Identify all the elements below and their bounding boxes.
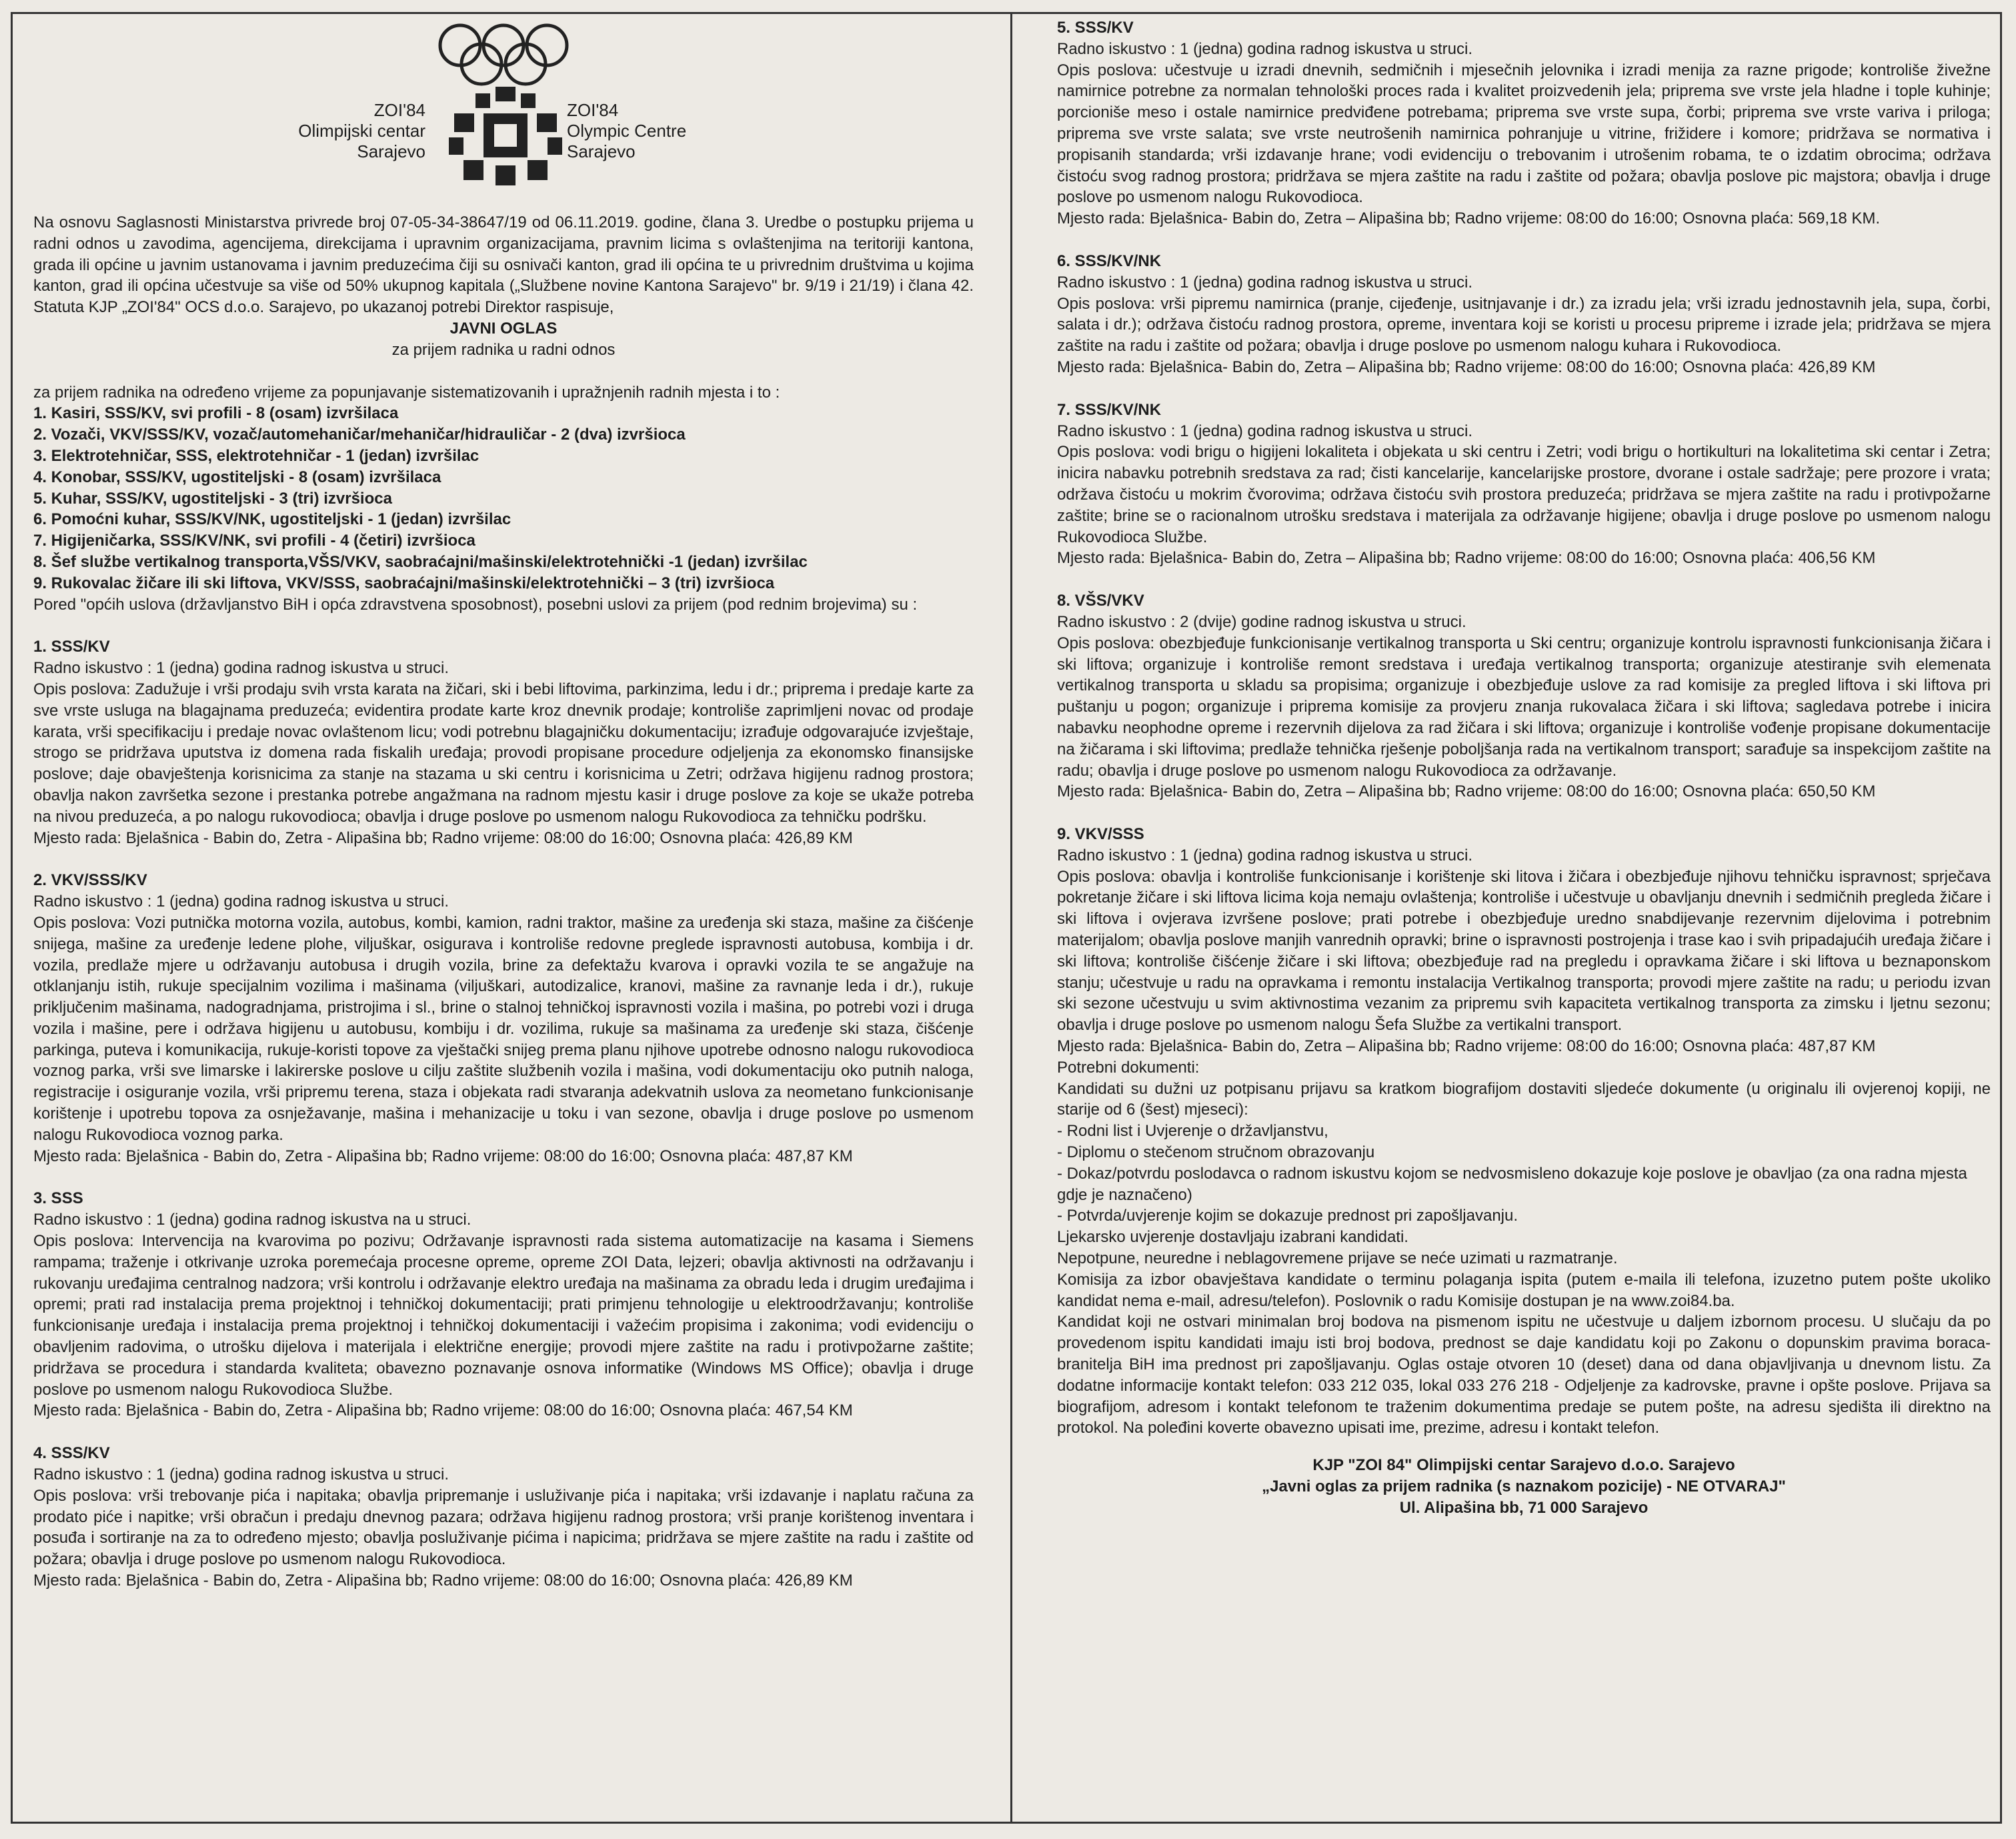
notice-subtitle: za prijem radnika u radni odnos bbox=[391, 340, 616, 359]
section-description: Opis poslova: vrši trebovanje pića i napitaka; obavlja pripremanje i usluživanje pića i napitaka; vrši izdavanje i naplatu računa za prodato piće i napitke; vrši obračun i predaju dnevnog pazara; održava higijenu radnog prostora; vrši pranje korištenog inventara i posuđa i sortiranje na za to određeno mjesto; obavlja posluživanje pićima i napicima; pridržava se mjere zaštite na radu i zaštite od požara; obavlja i druge poslove po usmenom nalogu Rukovodioca. bbox=[33, 1486, 974, 1569]
section-description: Opis poslova: Zadužuje i vrši prodaju svih vrsta karata na žičari, ski i bebi liftovima, parkinzima, ledu i dr.; priprema i predaje karte za sve vrste usluga na blagajnama preduzeća; evidentira prodate karte kroz dnevnik prodaje; kontroliše zaprimljeni novac od prodaje karata, vrši specifikaciju i predaje novac ovlaštenom licu; vodi potrebnu blagajničku dokumentaciju; izrađuje odgovarajuće izvještaje, strogo se pridržava uputstva iz domena rada fiskalih uređaja; provodi propisane procedure odjeljenja za ekonomsko finansijske poslove; daje obavještenja korisnicima za stanje na stazama u ski centru i korisnicima u Zetri; održava higijenu radnog prostora; obavlja nakon završetka sezone i prestanka potrebe angažmana na radnom mjestu kasir i druge poslove za koje se ukaže potreba na nivou preduzeća, a po nalogu rukovodioca; obavlja i druge poslove po usmenom nalogu Rukovodioca za tehničku podršku. bbox=[33, 680, 974, 826]
documents-list bbox=[1057, 1121, 1991, 1227]
section-experience: Radno iskustvo : 1 (jedna) godina radnog iskustva u struci. bbox=[33, 659, 449, 678]
section-experience: Radno iskustvo : 1 (jedna) godina radnog iskustva u struci. bbox=[1057, 273, 1473, 291]
org-line: ZOI'84 bbox=[567, 100, 619, 120]
position-item: 2. Vozači, VKV/SSS/KV, vozač/automehaničar/mehaničar/hidrauličar - 2 (dva) izvršioca bbox=[33, 426, 686, 444]
document-item: - Potvrda/uvjerenje kojim se dokazuje prednost pri zapošljavanju. bbox=[1057, 1207, 1519, 1225]
section-title: 5. SSS/KV bbox=[1057, 19, 1134, 37]
section-7 bbox=[1057, 400, 1991, 569]
org-line: Sarajevo bbox=[567, 141, 636, 161]
section-title: 9. VKV/SSS bbox=[1057, 825, 1144, 844]
org-line: Sarajevo bbox=[357, 141, 425, 161]
section-title: 4. SSS/KV bbox=[33, 1444, 110, 1463]
position-item: 3. Elektrotehničar, SSS, elektrotehničar - 1 (jedan) izvršilac bbox=[33, 446, 479, 465]
section-experience: Radno iskustvo : 1 (jedna) godina radnog iskustva u struci. bbox=[1057, 846, 1473, 864]
section-experience: Radno iskustvo : 2 (dvije) godine radnog iskustva u struci. bbox=[1057, 612, 1466, 631]
return-address bbox=[1057, 1455, 1991, 1519]
document-item: - Diplomu o stečenom stručnom obrazovanju bbox=[1057, 1143, 1375, 1162]
section-location: Mjesto rada: Bjelašnica- Babin do, Zetra – Alipašina bb; Radno vrijeme: 08:00 do 16:00; Osnovna plaća: 650,50 KM bbox=[1057, 782, 1876, 801]
documents-heading: Potrebni dokumenti: bbox=[1057, 1058, 1200, 1077]
positions-list bbox=[33, 403, 974, 594]
position-item: 5. Kuhar, SSS/KV, ugostiteljski - 3 (tri) izvršioca bbox=[33, 489, 392, 508]
footer-line: „Javni oglas za prijem radnika (s naznakom pozicije) - NE OTVARAJ" bbox=[1262, 1477, 1786, 1496]
section-title: 6. SSS/KV/NK bbox=[1057, 251, 1162, 270]
section-4 bbox=[33, 1443, 974, 1592]
intro-paragraph: Na osnovu Saglasnosti Ministarstva privrede broj 07-05-34-38647/19 od 06.11.2019. godine, člana 3. Uredbe o postupku prijema u radni odnos u zavodima, agencijema, direkcijama i upravnim organizacijama, pravnim licima s ovlaštenjima na teritoriji kantona, grada ili općine u javnim ustanovama i javnim preduzećima čiji su osnivači kanton, grad ili općina te u privrednim društvima u kojima kanton, grad ili općina učestvuje sa više od 50% ukupnog kapitala („Službene novine Kantona Sarajevo" br. 9/19 i 21/19) i člana 42. Statuta KJP „ZOI'84" OCS d.o.o. Sarajevo, po ukazanoj potrebi Direktor raspisuje, bbox=[33, 213, 974, 317]
section-location: Mjesto rada: Bjelašnica- Babin do, Zetra – Alipašina bb; Radno vrijeme: 08:00 do 16:00; Osnovna plaća: 569,18 KM. bbox=[1057, 209, 1881, 228]
section-3 bbox=[33, 1188, 974, 1421]
document-item: - Dokaz/potvrdu poslodavca o radnom iskustvu kojom se nedvosmisleno dokazuje koje poslove je obavljao (za ona radna mjesta gdje je naznačeno) bbox=[1057, 1164, 1967, 1204]
section-description: Opis poslova: Vozi putnička motorna vozila, autobus, kombi, kamion, radni traktor, mašine za uređenja ski staza, mašine za čišćenje snijega, mašine za uređenje ledene plohe, viljuškar, osigurava i kontroliše redovne preglede ispravnosti autobusa, kombija i dr. vozila, predlaže mjere u održavanju autobusa i drugih vozila, brine za defektažu kvarova i opravki vozila te se angažuje na otklanjanju istih, rukuje specijalnim vozilima i mašinama (viljuškari, autodizalice, kranovi, mašine za ravnanje leda i dr.), rukuje priključenim mašinama, nadogradnjama, pristrojima i sl., brine o stalnoj tehničkoj ispravnosti vozila i mašina, po potrebi vozi i druga vozila i mašine, pere i održava higijenu u autobusu, kombiju i dr. vozilima, rukuje sa mašinama za uređenje ski staza, čišćenje parkinga, puteva i komunikacija, rukuje-koristi topove za vještački snijeg prema planu njihove upotrebe odnosno nalogu rukovodioca voznog parka, vrši sve limarske i lakirerske poslove u cilju zaštite službenih vozila i mašina, vodi dokumentaciju oko putnih naloga, registracije i osiguranje vozila, vrši pripremu terena, staza i objekata radi stvaranja adekvatnih uslova za neometano funkcionisanje korištenje i upotrebu topova za osnježavanje, mašina i mehanizacije u toku i van sezone, obavlja i druge poslove po usmenom nalogu Rukovodioca voznog parka. bbox=[33, 913, 974, 1144]
position-item: 1. Kasiri, SSS/KV, svi profili - 8 (osam) izvršilaca bbox=[33, 404, 399, 423]
footer-line: KJP "ZOI 84" Olimpijski centar Sarajevo d.o.o. Sarajevo bbox=[1312, 1456, 1735, 1475]
letterhead bbox=[33, 20, 974, 187]
conditions-text: Pored "općih uslova (državljanstvo BiH i opća zdravstvena sposobnost), posebni uslovi za prijem (pod rednim brojevima) su : bbox=[33, 595, 918, 614]
position-item: 6. Pomoćni kuhar, SSS/KV/NK, ugostiteljski - 1 (jedan) izvršilac bbox=[33, 510, 512, 529]
position-item: 7. Higijeničarka, SSS/KV/NK, svi profili - 4 (četiri) izvršioca bbox=[33, 532, 475, 550]
section-title: 3. SSS bbox=[33, 1189, 83, 1208]
section-6 bbox=[1057, 251, 1991, 378]
section-1 bbox=[33, 636, 974, 848]
section-experience: Radno iskustvo : 1 (jedna) godina radnog iskustva u struci. bbox=[33, 892, 449, 911]
document-item: - Rodni list i Uvjerenje o državljanstvu, bbox=[1057, 1122, 1328, 1141]
column-divider bbox=[1010, 12, 1012, 1824]
org-name-local bbox=[252, 100, 425, 162]
org-line: ZOI'84 bbox=[373, 100, 425, 120]
section-title: 2. VKV/SSS/KV bbox=[33, 871, 147, 890]
section-8 bbox=[1057, 590, 1991, 802]
section-description: Opis poslova: vodi brigu o higijeni lokaliteta i objekata u ski centru i Zetri; vodi brigu o hortikulturi na lokalitetima ski centar i Zetra; inicira nabavku potrebnih sredstava za rad; čisti kancelarije, kancelarijske prostore, dvorane i ostale sadržaje; pere prozore i vrata; održava čistoću u mokrim čvorovima; održava čistoću svih prostora preduzeća; pridržava se mjera zaštite na radu i protivpožarne zaštite; brine se o racionalnom utrošku sredstava i materijala za održavanje higijene; obavlja i druge poslove po usmenom nalogu Rukovodioca Službe. bbox=[1057, 443, 1991, 546]
section-location: Mjesto rada: Bjelašnica- Babin do, Zetra – Alipašina bb; Radno vrijeme: 08:00 do 16:00; Osnovna plaća: 426,89 KM bbox=[1057, 358, 1876, 376]
section-2 bbox=[33, 870, 974, 1167]
right-flow bbox=[1057, 17, 1991, 1519]
footer-line: Ul. Alipašina bb, 71 000 Sarajevo bbox=[1399, 1499, 1649, 1517]
section-location: Mjesto rada: Bjelašnica - Babin do, Zetra - Alipašina bb; Radno vrijeme: 08:00 do 16:00; Osnovna plaća: 487,87 KM bbox=[33, 1147, 853, 1165]
section-location: Mjesto rada: Bjelašnica - Babin do, Zetra - Alipašina bb; Radno vrijeme: 08:00 do 16:00; Osnovna plaća: 467,54 KM bbox=[33, 1401, 853, 1420]
section-description: Opis poslova: Intervencija na kvarovima po pozivu; Održavanje ispravnosti rada sistema automatizacije na kasama i Siemens rampama; traženje i otkrivanje uzroka poremećaja procesne opreme, opreme ZOI Data, lejzeri; obavlja aktivnosti na održavanju i rukovanju uređajima centralnog nadzora; vrši kontrolu i održavanje elektro uređaja na mašinama za obradu leda i drugim uređajima i opremi; prati rad instalacija prema projektnoj i tehničkoj dokumentaciji; prati primjenu tehnologije u elektroodržavanju; kontroliše funkcionisanje uređaja i instalacija prema projektnoj i tehničkoj dokumentaciji i važećim propisima i zakonima; vodi evidenciju o obavljenim radovima, o utrošku dijelova i materijala i električne energije; provodi mjere zaštite na radu i protivpožarne zaštite; pridržava se procedura i standarda kvaliteta; obavezno poznavanje osnova informatike (Windows MS Office); obavlja i druge poslove po usmenom nalogu Rukovodioca Službe. bbox=[33, 1232, 974, 1399]
positions-intro: za prijem radnika na određeno vrijeme za popunjavanje sistematizovanih i upražnjenih radnih mjesta i to : bbox=[33, 383, 780, 402]
section-9 bbox=[1057, 824, 1991, 1057]
olympic-rings-icon bbox=[433, 20, 574, 87]
section-description: Opis poslova: vrši pipremu namirnica (pranje, cijeđenje, usitnjavanje i dr.) za izradu jela; vrši izradu jednostavnih jela, supa, čorbi, salata i dr.); održava čistoću radnog prostora, opreme, inventara koji se koristi u procesu pripreme i izrade jela; pridržava se mjera zaštite na radu i zaštite od požara; obavlja i druge poslove po usmenom nalogu kuhara i Rukovodioca. bbox=[1057, 294, 1991, 356]
document-note: Komisija za izbor obavještava kandidate o terminu polaganja ispita (putem e-maila ili telefona, izuzetno putem pošte ukoliko kandidat nema e-mail, adresu/telefon). Poslovnik o radu Komisije dostupan je na www.zoi84.ba. bbox=[1057, 1270, 1991, 1310]
section-experience: Radno iskustvo : 1 (jedna) godina radnog iskustva u struci. bbox=[1057, 39, 1473, 58]
documents-block bbox=[1057, 1057, 1991, 1439]
position-item: 9. Rukovalac žičare ili ski liftova, VKV/SSS, saobraćajni/mašinski/elektrotehnički – 3 (tri) izvršioca bbox=[33, 574, 775, 592]
sarajevo84-emblem-icon bbox=[449, 87, 562, 187]
document-note: Kandidat koji ne ostvari minimalan broj bodova na pismenom ispitu ne učestvuje u daljem izbornom procesu. U slučaju da po provedenom ispitu kandidati imaju isti broj bodova, prednost se daje kandidatu koji po Zakonu o dopunskim pravima boraca-branitelja BiH ima prednost pri zapošljavanju. Oglas ostaje otvoren 10 (deset) dana od dana objavljivanja u dnevnom listu. Za dodatne informacije kontakt telefon: 033 212 035, lokal 033 276 218 - Odjeljenje za kadrovske, pravne i opšte poslove. Prijava sa biografijom, adresom i kontakt telefonom te traženim dokumentima predaje se putem pošte, na adresu sjedišta ili direktno na protokol. Na poleđini koverte obavezno upisati ime, prezime, adresu i kontakt telefon. bbox=[1057, 1313, 1991, 1437]
section-description: Opis poslova: obezbjeđuje funkcionisanje vertikalnog transporta u Ski centru; organizuje kontrolu ispravnosti funkcionisanja žičara i ski liftova; organizuje i kontroliše remont sredstava i uređaja vertikalnog transporta; organizuje atestiranje svih elemenata vertikalnog transporta u skladu sa propisima; organizuje i obezbjeđuje uslove za rad komisije za pregled liftova i ski liftova pri puštanju u pogon; organizuje i priprema komisije za provjeru znanja rukovalaca žičara i ski liftova; sagledava potrebe i inicira nabavku neophodne opreme i rezervnih dijelova za rad žičara i ski liftova; organizuje i kontroliše vođenje propisane dokumentacije na žičarama i ski liftovima; predlaže tehnička rješenje poboljšanja rada na vertikalnom transport; sarađuje sa inspekcijom zaštite na radu; obavlja i druge poslove po usmenom nalogu Rukovodioca za održavanje. bbox=[1057, 634, 1991, 780]
position-item: 8. Šef službe vertikalnog transporta,VŠS/VKV, saobraćajni/mašinski/elektrotehnički -1 (jedan) izvršilac bbox=[33, 552, 808, 571]
section-description: Opis poslova: obavlja i kontroliše funkcionisanje i korištenje ski litova i žičara i obezbjeđuje njihovu tehničku ispravnost; sprječava pokretanje žičare i ski liftova licima koja nemaju ovlaštenja; kontroliše i učestvuje u obavljanju dnevnih i sedmičnih pregleda žičare i ski liftova i ovjerava izvršene poslove; prati potrebe i obezbjeđuje uredno snabdijevanje rezervnim dijelovima i potrebnim materijalom; obavlja poslove manjih vanrednih opravki; brine o ispravnosti postrojenja i trase kao i svih pripadajućih uređaja žičare i ski liftova; kontroliše čišćenje žičare i ski liftova; obezbjeđuje rad na pregledu i opravkama žičare i ski liftova u beznaponskom stanju; učestvuje u radu na opravkama i remontu instalacija Vertikalnog transporta; provodi mjere zaštite na radu; u periodu izvan ski sezone učestvuju u svim aktivnostima vezanim za pripremu svih kapaciteta vertikalnog transporta za zimsku i ljetnu sezonu; obavlja i druge poslove po usmenom nalogu Šefa Službe za vertikalni transport. bbox=[1057, 867, 1991, 1035]
section-title: 7. SSS/KV/NK bbox=[1057, 400, 1162, 419]
org-name-english bbox=[567, 100, 740, 162]
position-item: 4. Konobar, SSS/KV, ugostiteljski - 8 (osam) izvršilaca bbox=[33, 468, 441, 486]
org-line: Olympic Centre bbox=[567, 121, 687, 141]
intro-block bbox=[33, 212, 974, 1592]
section-experience: Radno iskustvo : 1 (jedna) godina radnog iskustva u struci. bbox=[33, 1465, 449, 1484]
org-line: Olimpijski centar bbox=[298, 121, 425, 141]
document-note: Ljekarsko uvjerenje dostavljaju izabrani kandidati. bbox=[1057, 1228, 1408, 1247]
section-experience: Radno iskustvo : 1 (jedna) godina radnog iskustva u struci. bbox=[1057, 422, 1473, 440]
documents-intro: Kandidati su dužni uz potpisanu prijavu sa kratkom biografijom dostaviti sljedeće dokumente (u originalu ili ovjerenoj kopiji, ne starije od 6 (šest) mjeseci): bbox=[1057, 1079, 1991, 1119]
section-title: 1. SSS/KV bbox=[33, 638, 110, 656]
section-5 bbox=[1057, 17, 1991, 229]
section-location: Mjesto rada: Bjelašnica - Babin do, Zetra - Alipašina bb; Radno vrijeme: 08:00 do 16:00; Osnovna plaća: 426,89 KM bbox=[33, 828, 853, 847]
document-note: Nepotpune, neuredne i neblagovremene prijave se neće uzimati u razmatranje. bbox=[1057, 1249, 1618, 1268]
section-description: Opis poslova: učestvuje u izradi dnevnih, sedmičnih i mjesečnih jelovnika i izradi menija za razne prigode; kontroliše živežne namirnice potrebne za normalan tehnološki proces rada i kvalitet proizvedenih jela; priprema sve vrste jela hladne i tople kuhinje; porcioniše meso i ostale namirnice predviđene potrebama; priprema sve vrste supa, čorbi; priprema sve vrste variva i priloga; priprema sve vrste salata; sve vrste neutrošenih namirnica pohranjuje u vitrine, frižidere i komore; pridržava se normativa i propisanih standarda; vrši izdavanje hrane; vodi evidenciju o trebovanim i utrošenim robama, te o izdatim obrocima; održava čistoću svog radnog prostora; pridržava se mjera zaštite na radu i zaštite od požara; obavlja poslove pic majstora; obavlja i druge poslove po usmenom nalogu Rukovodioca. bbox=[1057, 61, 1991, 207]
section-location: Mjesto rada: Bjelašnica - Babin do, Zetra - Alipašina bb; Radno vrijeme: 08:00 do 16:00; Osnovna plaća: 426,89 KM bbox=[33, 1572, 853, 1590]
section-title: 8. VŠS/VKV bbox=[1057, 592, 1144, 610]
notice-title: JAVNI OGLAS bbox=[449, 319, 558, 338]
section-experience: Radno iskustvo : 1 (jedna) godina radnog iskustva na u struci. bbox=[33, 1211, 471, 1229]
section-location: Mjesto rada: Bjelašnica- Babin do, Zetra – Alipašina bb; Radno vrijeme: 08:00 do 16:00; Osnovna plaća: 487,87 KM bbox=[1057, 1037, 1876, 1056]
section-location: Mjesto rada: Bjelašnica- Babin do, Zetra – Alipašina bb; Radno vrijeme: 08:00 do 16:00; Osnovna plaća: 406,56 KM bbox=[1057, 549, 1876, 568]
